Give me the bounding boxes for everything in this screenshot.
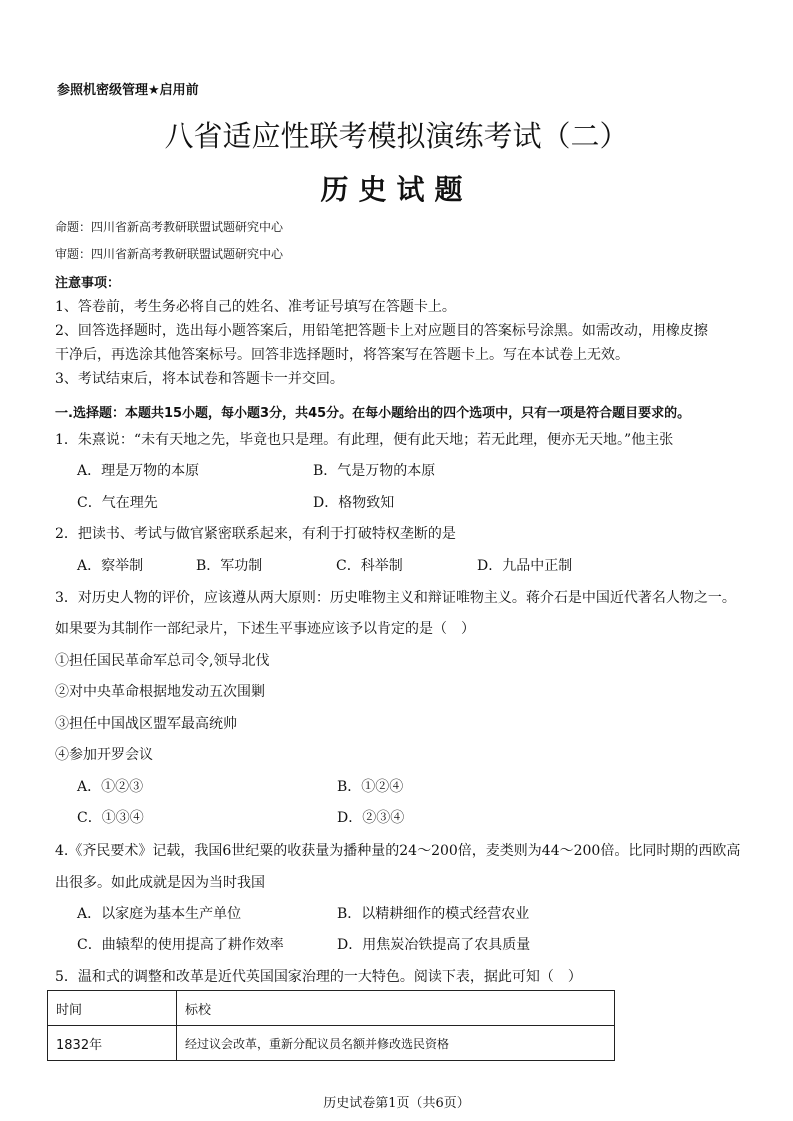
table-header-cell: 时间 (48, 991, 177, 1026)
q1-option-a: A．理是万物的本原 (77, 463, 200, 479)
table-cell: 经过议会改革，重新分配议员名额并修改选民资格 (177, 1026, 615, 1061)
q2-option-a: A．察举制 (77, 558, 144, 574)
section-heading: 一.选择题：本题共15小题，每小题3分，共45分。在每小题给出的四个选项中，只有一项是符合题目要求的。 (55, 406, 691, 421)
q3-option-a: A．①②③ (77, 779, 144, 795)
notice-line: 3、考试结束后，将本试卷和答题卡一并交回。 (55, 371, 344, 387)
q3-statement: ④参加开罗会议 (55, 747, 153, 763)
q2-option-b: B．军功制 (196, 558, 263, 574)
question-5-stem: 5．温和式的调整和改革是近代英国国家治理的一大特色。阅读下表，据此可知（ ） (55, 969, 582, 985)
confidential-label: 参照机密级管理★启用前 (57, 83, 199, 98)
table-cell: 1832年 (48, 1026, 177, 1061)
question-1-stem: 1．朱熹说：“未有天地之先，毕竟也只是理。有此理，便有此天地；若无此理，便亦无天地。”他主张 (55, 432, 674, 448)
q3-statement: ①担任国民革命军总司令,领导北伐 (55, 653, 270, 669)
author-line: 命题：四川省新高考教研联盟试题研究中心 (55, 220, 284, 234)
q2-option-d: D．九品中正制 (477, 558, 573, 574)
question-4-stem: 4.《齐民要术》记载，我国6世纪粟的收获量为播种量的24～200倍，麦类则为44～200倍。比同时期的西欧高 (55, 843, 741, 859)
q4-option-d: D．用焦炭冶铁提高了农具质量 (337, 937, 531, 953)
page-footer: 历史试卷第1页（共6页） (323, 1096, 470, 1111)
question-3-stem: 3．对历史人物的评价，应该遵从两大原则：历史唯物主义和辩证唯物主义。蒋介石是中国近代著名人物之一。 (55, 590, 736, 606)
notice-line: 1、答卷前，考生务必将自己的姓名、准考证号填写在答题卡上。 (55, 299, 456, 315)
q4-option-c: C．曲辕犁的使用提高了耕作效率 (77, 937, 284, 953)
exam-title: 八省适应性联考模拟演练考试（二） (164, 119, 629, 153)
subject-title: 历史试题 (320, 173, 473, 206)
notice-heading: 注意事项： (55, 276, 121, 291)
question-3-stem: 如果要为其制作一部纪录片，下述生平事迹应该予以肯定的是（ ） (55, 621, 475, 637)
table-row (48, 1026, 615, 1061)
q1-option-b: B．气是万物的本原 (313, 463, 436, 479)
q1-option-c: C．气在理先 (77, 495, 158, 511)
table-header-cell: 标校 (177, 991, 615, 1026)
q3-option-c: C．①③④ (77, 810, 144, 826)
q3-option-d: D．②③④ (337, 810, 405, 826)
q3-statement: ②对中央革命根据地发动五次围剿 (55, 684, 265, 700)
q3-option-b: B．①②④ (337, 779, 404, 795)
table-header-row (48, 991, 615, 1026)
notice-line: 干净后，再选涂其他答案标号。回答非选择题时，将答案写在答题卡上。写在本试卷上无效。 (55, 347, 629, 363)
notice-line: 2、回答选择题时，选出每小题答案后，用铅笔把答题卡上对应题目的答案标号涂黑。如需改动，用橡皮擦 (55, 323, 708, 339)
q5-table (47, 990, 615, 1061)
question-2-stem: 2．把读书、考试与做官紧密联系起来，有利于打破特权垄断的是 (55, 526, 456, 542)
q1-option-d: D．格物致知 (313, 495, 395, 511)
q3-statement: ③担任中国战区盟军最高统帅 (55, 716, 237, 732)
q2-option-c: C．科举制 (336, 558, 403, 574)
q4-option-b: B．以精耕细作的模式经营农业 (337, 906, 530, 922)
q4-option-a: A．以家庭为基本生产单位 (77, 906, 242, 922)
question-4-stem: 出很多。如此成就是因为当时我国 (55, 875, 265, 891)
reviewer-line: 审题：四川省新高考教研联盟试题研究中心 (55, 247, 284, 261)
